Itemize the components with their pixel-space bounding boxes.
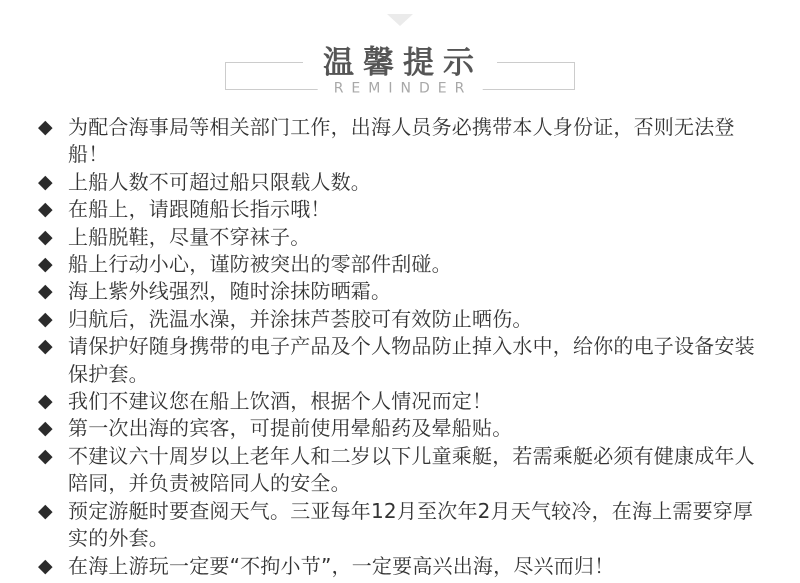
page-subtitle: REMINDER (318, 81, 483, 98)
diamond-bullet-icon: ◆ (38, 253, 53, 276)
diamond-bullet-icon: ◆ (38, 170, 53, 193)
diamond-bullet-icon: ◆ (38, 225, 53, 248)
reminder-text: 海上紫外线强烈，随时涂抹防晒霜。 (68, 279, 392, 304)
reminder-text: 上船人数不可超过船只限载人数。 (68, 169, 371, 194)
list-item (38, 443, 770, 498)
triangle-down-icon (387, 14, 413, 26)
diamond-bullet-icon: ◆ (38, 444, 53, 467)
diamond-bullet-icon: ◆ (38, 554, 53, 577)
list-item (38, 114, 770, 169)
reminder-text: 归航后，洗温水澡，并涂抹芦荟胶可有效防止晒伤。 (68, 306, 533, 331)
reminder-text: 第一次出海的宾客，可提前使用晕船药及晕船贴。 (68, 416, 513, 441)
reminder-text: 船上行动小心，谨防被突出的零部件刮碰。 (68, 252, 452, 277)
reminder-text: 在海上游玩一定要“不拘小节”，一定要高兴出海，尽兴而归！ (68, 553, 615, 578)
diamond-bullet-icon: ◆ (38, 499, 53, 522)
reminder-text: 为配合海事局等相关部门工作，出海人员务必携带本人身份证，否则无法登船！ (68, 115, 735, 167)
diamond-bullet-icon: ◆ (38, 280, 53, 303)
list-item (38, 278, 770, 305)
list-item (38, 196, 770, 223)
reminder-text: 我们不建议您在船上饮酒，根据个人情况而定！ (68, 389, 493, 414)
reminder-text: 请保护好随身携带的电子产品及个人物品防止掉入水中，给你的电子设备安装保护套。 (68, 334, 755, 386)
reminder-text: 上船脱鞋，尽量不穿袜子。 (68, 224, 311, 249)
reminder-text: 预定游艇时要查阅天气。三亚每年12月至次年2月天气较冷，在海上需要穿厚实的外套。 (68, 498, 754, 551)
reminder-list (38, 114, 770, 580)
diamond-bullet-icon: ◆ (38, 417, 53, 440)
reminder-text: 不建议六十周岁以上老年人和二岁以下儿童乘艇，若需乘艇必须有健康成年人陪同，并负责被陪同人的安全。 (68, 443, 755, 496)
list-item (38, 306, 770, 333)
list-item (38, 498, 770, 553)
diamond-bullet-icon: ◆ (38, 390, 53, 413)
list-item (38, 224, 770, 251)
list-item (38, 333, 770, 388)
diamond-bullet-icon: ◆ (38, 307, 53, 330)
header-rule-box (225, 44, 575, 97)
list-item (38, 388, 770, 415)
reminder-text: 在船上，请跟随船长指示哦！ (68, 197, 331, 222)
diamond-bullet-icon: ◆ (38, 116, 53, 138)
page-title: 温馨提示 (303, 46, 497, 80)
list-item (38, 251, 770, 278)
diamond-bullet-icon: ◆ (38, 335, 53, 358)
list-item (38, 553, 770, 580)
list-item (38, 415, 770, 442)
diamond-bullet-icon: ◆ (38, 198, 53, 221)
list-item (38, 169, 770, 196)
